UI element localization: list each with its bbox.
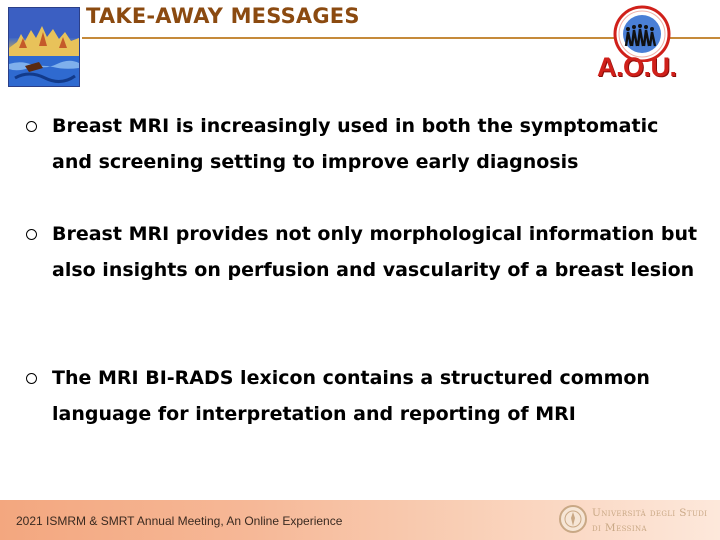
bullet-text: The MRI BI-RADS lexicon contains a structured common language for interpretation and reporting of MRI [52, 367, 650, 425]
aou-acronym: A.O.U. [597, 52, 677, 82]
university-seal-icon [558, 504, 588, 534]
circle-bullet-icon [26, 229, 37, 240]
university-name [592, 506, 707, 536]
university-name-line2: di Messina [592, 522, 647, 534]
circle-bullet-icon [26, 121, 37, 132]
venetian-city-logo [8, 7, 80, 87]
page-title: TAKE-AWAY MESSAGES [86, 4, 360, 28]
footer-text: 2021 ISMRM & SMRT Annual Meeting, An Online Experience [16, 514, 343, 528]
university-logo [556, 500, 720, 540]
university-name-line1: Università degli Studi [592, 507, 708, 519]
circle-bullet-icon [26, 373, 37, 384]
aou-logo [593, 4, 689, 80]
city-painting-icon [9, 8, 79, 86]
bullet-text: Breast MRI is increasingly used in both the symptomatic and screening setting to improve early diagnosis [52, 115, 659, 173]
bullet-text: Breast MRI provides not only morphological information but also insights on perfusion and vascularity of a breast lesion [52, 223, 698, 281]
